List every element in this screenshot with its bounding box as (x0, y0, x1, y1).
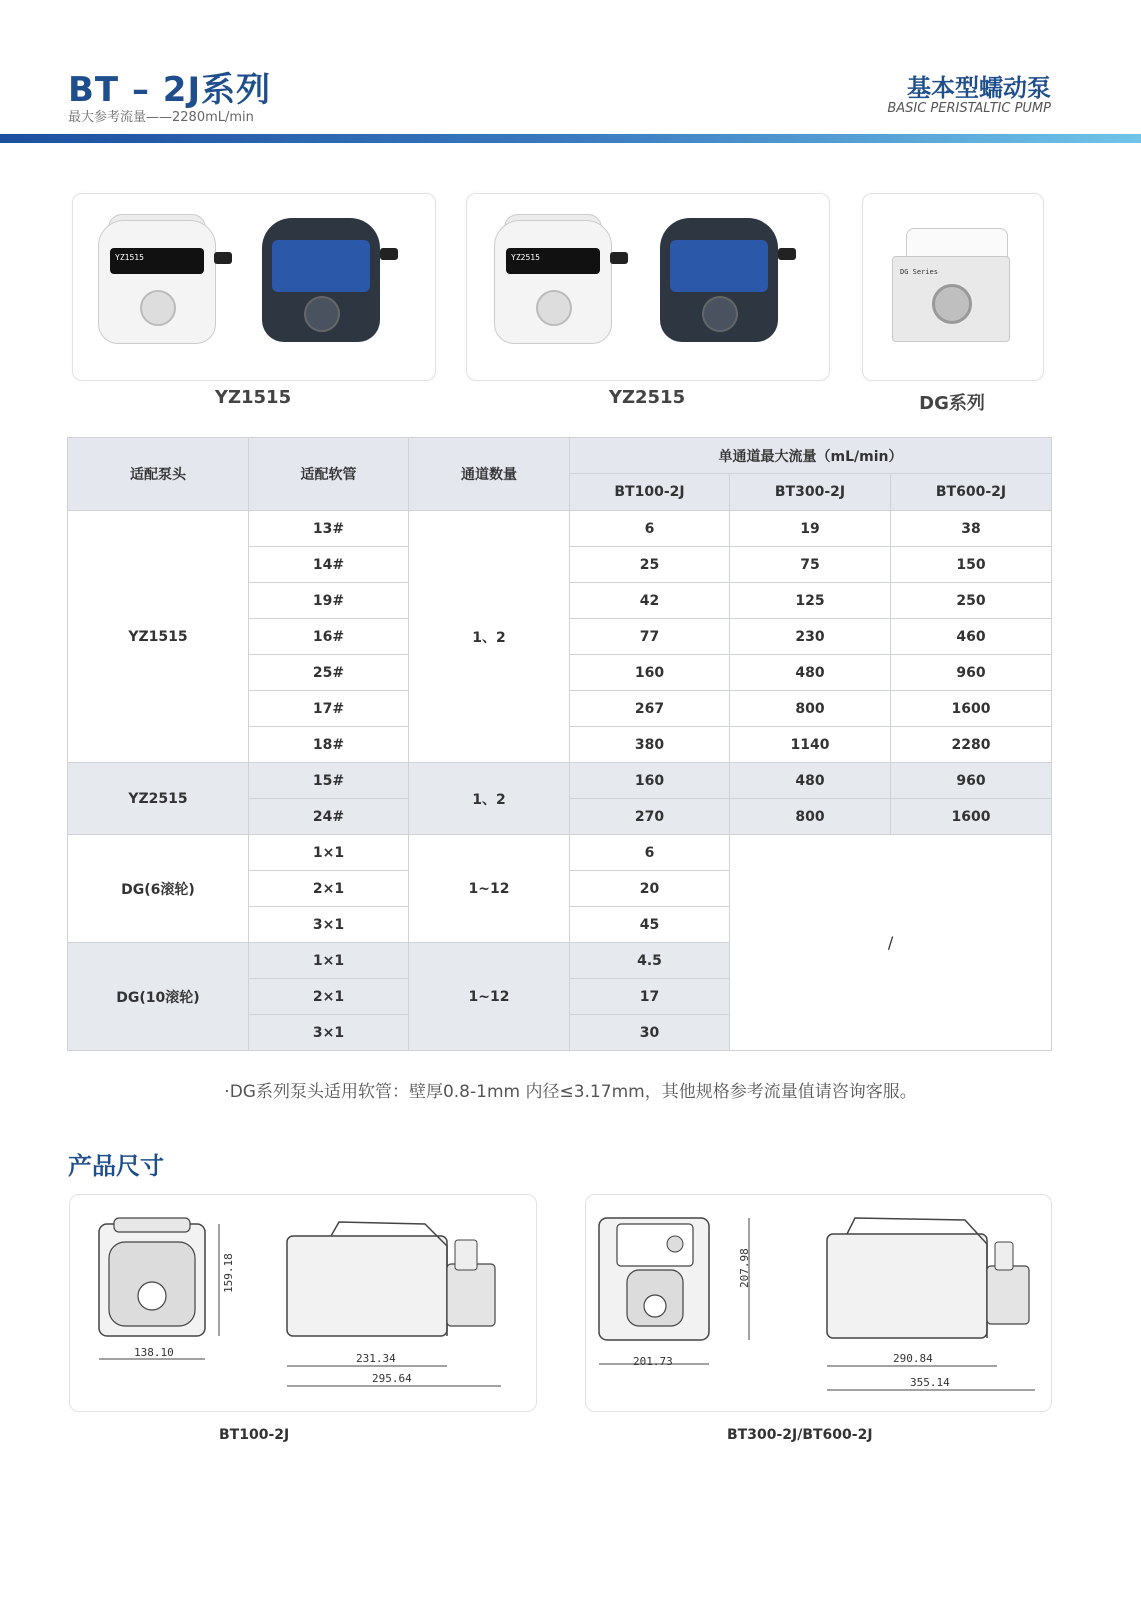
flow-cell: 125 (730, 583, 891, 619)
dimension-caption-bt300: BT300-2J/BT600-2J (727, 1427, 873, 1443)
table-row (68, 835, 1052, 871)
tube-cell: 1×1 (249, 943, 409, 979)
bt100-height-label: 159.18 (222, 1253, 235, 1293)
product-caption-dg: DG系列 (919, 393, 985, 414)
flow-cell: 42 (570, 583, 730, 619)
yz1515-white-pump-image (98, 214, 228, 344)
tube-cell: 24# (249, 799, 409, 835)
tube-cell: 3×1 (249, 907, 409, 943)
flow-cell: 20 (570, 871, 730, 907)
flow-cell: 77 (570, 619, 730, 655)
yz2515-black-pump-image (660, 214, 790, 344)
flow-cell: 1140 (730, 727, 891, 763)
bt300-width-label: 201.73 (633, 1355, 673, 1368)
yz1515-black-pump-image (262, 214, 392, 344)
category-title: 基本型蠕动泵 (907, 74, 1051, 102)
product-caption-yz1515: YZ1515 (214, 387, 292, 408)
pump-head-cell: DG(6滚轮) (68, 835, 249, 943)
dg-pump-head-image (892, 228, 1012, 340)
bt100-depth1-label: 231.34 (356, 1352, 396, 1365)
flow-cell: 38 (891, 511, 1052, 547)
flow-cell: 960 (891, 763, 1052, 799)
flow-cell: 267 (570, 691, 730, 727)
pump-label: DG Series (900, 268, 938, 276)
flow-cell: 6 (570, 511, 730, 547)
header-model-bt600: BT600-2J (891, 474, 1052, 511)
bt100-dimension-drawing (69, 1194, 535, 1410)
tube-cell: 15# (249, 763, 409, 799)
flow-cell: 1600 (891, 799, 1052, 835)
tube-cell: 2×1 (249, 979, 409, 1015)
product-caption-yz2515: YZ2515 (608, 387, 686, 408)
tube-cell: 13# (249, 511, 409, 547)
bt300-depth2-label: 355.14 (910, 1376, 950, 1389)
pump-head-cell: YZ1515 (68, 511, 249, 763)
flow-spec-table (67, 437, 1052, 1051)
header-flow: 单通道最大流量（mL/min） (570, 438, 1052, 474)
bt100-depth2-label: 295.64 (372, 1372, 412, 1385)
tube-cell: 1×1 (249, 835, 409, 871)
flow-cell: 270 (570, 799, 730, 835)
pump-head-cell: YZ2515 (68, 763, 249, 835)
flow-cell: 75 (730, 547, 891, 583)
page-title: BT – 2J系列 (68, 70, 272, 110)
flow-cell: 160 (570, 763, 730, 799)
header-model-bt100: BT100-2J (570, 474, 730, 511)
header-model-bt300: BT300-2J (730, 474, 891, 511)
pump-label: YZ1515 (110, 248, 204, 274)
header-pump-head: 适配泵头 (68, 438, 249, 511)
flow-cell: 45 (570, 907, 730, 943)
flow-cell: 150 (891, 547, 1052, 583)
flow-cell: 250 (891, 583, 1052, 619)
flow-cell: 480 (730, 763, 891, 799)
tube-cell: 16# (249, 619, 409, 655)
header-channels: 通道数量 (409, 438, 570, 511)
channels-cell: 1、2 (409, 511, 570, 763)
tube-cell: 14# (249, 547, 409, 583)
category-subtitle: BASIC PERISTALTIC PUMP (887, 101, 1051, 116)
tube-cell: 25# (249, 655, 409, 691)
bt300-depth1-label: 290.84 (893, 1352, 933, 1365)
flow-cell: 800 (730, 799, 891, 835)
bt300-height-label: 207.98 (738, 1248, 751, 1288)
flow-cell: 380 (570, 727, 730, 763)
header-tube: 适配软管 (249, 438, 409, 511)
channels-cell: 1、2 (409, 763, 570, 835)
channels-cell: 1~12 (409, 835, 570, 943)
flow-cell: 960 (891, 655, 1052, 691)
flow-cell: 30 (570, 1015, 730, 1051)
tube-note: ·DG系列泵头适用软管：壁厚0.8-1mm 内径≤3.17mm，其他规格参考流量值请咨询客服。 (224, 1082, 917, 1102)
flow-cell: 4.5 (570, 943, 730, 979)
bt100-width-label: 138.10 (134, 1346, 174, 1359)
tube-cell: 2×1 (249, 871, 409, 907)
header-gradient-bar (0, 134, 1141, 143)
flow-cell: 460 (891, 619, 1052, 655)
flow-cell: 480 (730, 655, 891, 691)
flow-cell: 800 (730, 691, 891, 727)
yz2515-white-pump-image (494, 214, 624, 344)
flow-cell: 6 (570, 835, 730, 871)
bt300-dimension-drawing (585, 1194, 1050, 1410)
table-row (68, 763, 1052, 799)
pump-head-cell: DG(10滚轮) (68, 943, 249, 1051)
dimension-caption-bt100: BT100-2J (219, 1427, 290, 1443)
flow-cell: 160 (570, 655, 730, 691)
tube-cell: 18# (249, 727, 409, 763)
flow-cell: 25 (570, 547, 730, 583)
page-subtitle: 最大参考流量——2280mL/min (68, 110, 254, 125)
tube-cell: 17# (249, 691, 409, 727)
flow-cell: 230 (730, 619, 891, 655)
flow-cell: 17 (570, 979, 730, 1015)
flow-cell: 2280 (891, 727, 1052, 763)
table-row (68, 511, 1052, 547)
not-applicable-cell: / (730, 835, 1052, 1051)
flow-cell: 1600 (891, 691, 1052, 727)
dimensions-section-title: 产品尺寸 (68, 1152, 164, 1180)
flow-cell: 19 (730, 511, 891, 547)
tube-cell: 19# (249, 583, 409, 619)
channels-cell: 1~12 (409, 943, 570, 1051)
pump-label: YZ2515 (506, 248, 600, 274)
tube-cell: 3×1 (249, 1015, 409, 1051)
